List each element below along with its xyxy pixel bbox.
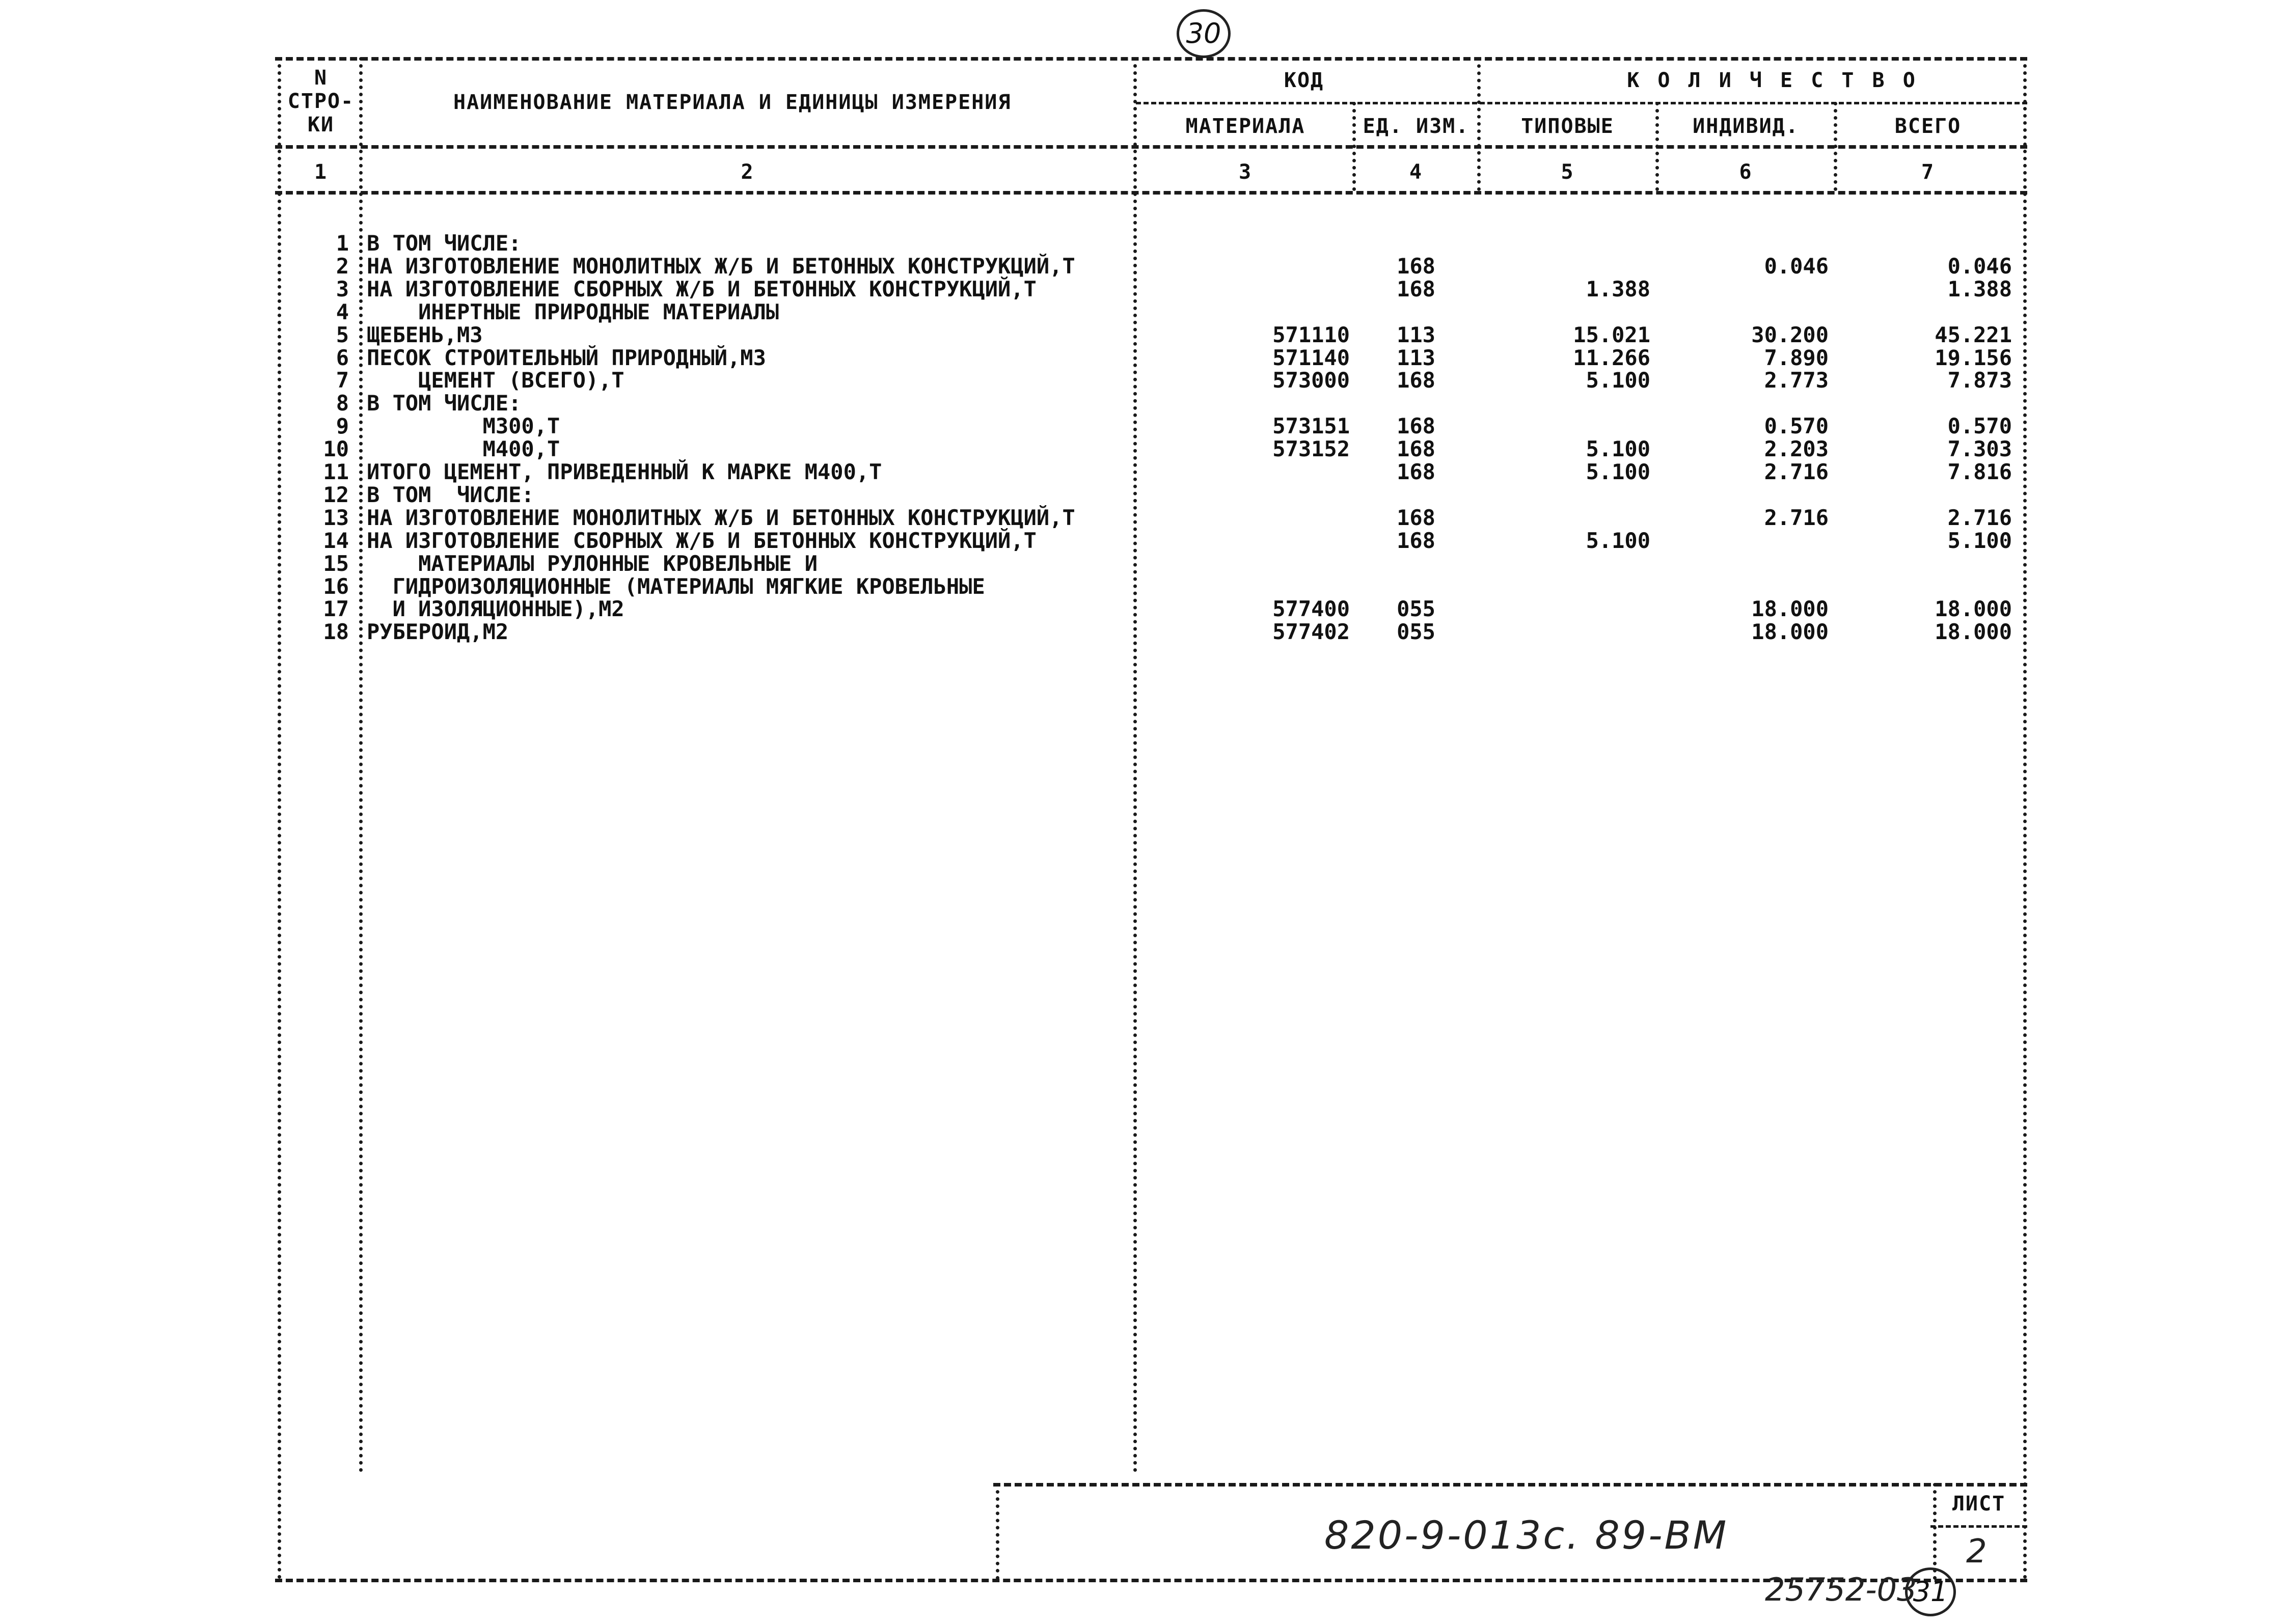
page-number-bottom-text: 31 xyxy=(1913,1576,1948,1608)
unit-code: 113 xyxy=(1397,345,1435,370)
sub-header-unit: ЕД. ИЗМ. xyxy=(1363,115,1469,138)
qty-total: 2.716 xyxy=(1947,505,2012,530)
qty-total: 18.000 xyxy=(1935,596,2012,622)
stamp-left-separator xyxy=(996,1483,999,1580)
col-number-5: 5 xyxy=(1561,160,1574,184)
qty-individual: 0.570 xyxy=(1764,414,1829,439)
material-name: НА ИЗГОТОВЛЕНИЕ МОНОЛИТНЫХ Ж/Б И БЕТОННЫХ КОНСТРУКЦИЙ,Т xyxy=(367,253,1075,279)
row-number: 17 xyxy=(323,596,349,622)
row-number: 7 xyxy=(336,368,349,393)
qty-total: 0.570 xyxy=(1947,414,2012,439)
qty-individual: 30.200 xyxy=(1751,322,1829,347)
qty-total: 7.873 xyxy=(1947,368,2012,393)
unit-code: 113 xyxy=(1397,322,1435,347)
col-number-3: 3 xyxy=(1238,160,1253,184)
document-designation: 820-9-013с. 89-ВМ xyxy=(1324,1512,1729,1558)
unit-code: 168 xyxy=(1397,276,1435,301)
row-number: 4 xyxy=(336,299,349,324)
page-number-bottom xyxy=(1905,1567,1956,1616)
row-number: 6 xyxy=(336,345,349,370)
qty-individual: 2.203 xyxy=(1764,436,1829,462)
row-number: 5 xyxy=(336,322,349,347)
col2-separator xyxy=(1133,57,1137,1473)
qty-typical: 5.100 xyxy=(1586,459,1650,484)
right-border xyxy=(2023,57,2027,1580)
qty-total: 19.156 xyxy=(1935,345,2012,370)
col1-header-line3: КИ xyxy=(307,113,335,136)
stamp-top-rule xyxy=(993,1483,2027,1487)
material-name: М400,Т xyxy=(367,436,560,462)
row-number: 14 xyxy=(323,528,349,553)
material-code: 573151 xyxy=(1272,414,1350,439)
row-number: 13 xyxy=(323,505,349,530)
qty-total: 45.221 xyxy=(1935,322,2012,347)
row-number: 12 xyxy=(323,482,349,507)
row-number: 11 xyxy=(323,459,349,484)
qty-total: 5.100 xyxy=(1947,528,2012,553)
qty-total: 7.816 xyxy=(1947,459,2012,484)
col-number-2: 2 xyxy=(741,160,754,184)
sheet-number: 2 xyxy=(1966,1533,1987,1571)
unit-code: 168 xyxy=(1397,414,1435,439)
material-name: И ИЗОЛЯЦИОННЫЕ),М2 xyxy=(367,596,624,622)
qty-individual: 18.000 xyxy=(1751,596,1829,622)
kod-group-header: КОД xyxy=(1284,69,1324,92)
material-name: В ТОМ ЧИСЛЕ: xyxy=(367,482,534,507)
col1-header xyxy=(283,66,359,136)
row-number: 15 xyxy=(323,550,349,576)
row-number: 10 xyxy=(323,436,349,462)
qty-total: 18.000 xyxy=(1935,619,2012,645)
col-number-4: 4 xyxy=(1409,160,1423,184)
unit-code: 168 xyxy=(1397,368,1435,393)
header-group-rule xyxy=(1136,102,2027,104)
material-name: М300,Т xyxy=(367,414,560,439)
col1-separator xyxy=(359,57,363,1473)
material-name: НА ИЗГОТОВЛЕНИЕ СБОРНЫХ Ж/Б И БЕТОННЫХ КОНСТРУКЦИЙ,Т xyxy=(367,276,1037,301)
left-border xyxy=(278,57,281,1580)
unit-code: 055 xyxy=(1397,596,1435,622)
row-number: 16 xyxy=(323,573,349,599)
qty-typical: 11.266 xyxy=(1573,345,1650,370)
unit-code: 168 xyxy=(1397,505,1435,530)
qty-individual: 2.773 xyxy=(1764,368,1829,393)
qty-total: 0.046 xyxy=(1947,253,2012,279)
row-number: 1 xyxy=(336,231,349,256)
material-name: ИНЕРТНЫЕ ПРИРОДНЫЕ МАТЕРИАЛЫ xyxy=(367,299,779,324)
unit-code: 168 xyxy=(1397,528,1435,553)
table-bottom-rule xyxy=(275,1579,2027,1582)
table-top-rule xyxy=(275,57,2027,61)
unit-code: 055 xyxy=(1397,619,1435,645)
qty-total: 1.388 xyxy=(1947,276,2012,301)
qty-typical: 1.388 xyxy=(1586,276,1650,301)
qty-individual: 2.716 xyxy=(1764,505,1829,530)
header-bottom-rule xyxy=(275,145,2027,149)
sheet-label: ЛИСТ xyxy=(1952,1492,2006,1516)
col-number-6: 6 xyxy=(1739,160,1753,184)
material-code: 573000 xyxy=(1272,368,1350,393)
sheet-box-rule xyxy=(1930,1525,2027,1528)
row-number: 18 xyxy=(323,619,349,645)
qty-individual: 7.890 xyxy=(1764,345,1829,370)
col-number-7: 7 xyxy=(1921,160,1935,184)
sub-header-typical: ТИПОВЫЕ xyxy=(1521,115,1614,138)
page-number-top xyxy=(1177,9,1231,58)
qty-individual: 18.000 xyxy=(1751,619,1829,645)
col-numbers-rule xyxy=(275,191,2027,195)
material-name: РУБЕРОИД,М2 xyxy=(367,619,509,645)
qty-group-header: К О Л И Ч Е С Т В О xyxy=(1627,69,1918,92)
unit-code: 168 xyxy=(1397,459,1435,484)
row-number: 8 xyxy=(336,391,349,416)
material-name: ИТОГО ЦЕМЕНТ, ПРИВЕДЕННЫЙ К МАРКЕ М400,Т xyxy=(367,459,882,484)
material-name: МАТЕРИАЛЫ РУЛОННЫЕ КРОВЕЛЬНЫЕ И xyxy=(367,550,818,576)
col-number-1: 1 xyxy=(314,160,328,184)
sub-header-material: МАТЕРИАЛА xyxy=(1185,115,1305,138)
material-name: В ТОМ ЧИСЛЕ: xyxy=(367,391,522,416)
material-code: 577402 xyxy=(1272,619,1350,645)
unit-code: 168 xyxy=(1397,253,1435,279)
page-number-top-text: 30 xyxy=(1186,17,1221,49)
qty-total: 7.303 xyxy=(1947,436,2012,462)
material-code: 571140 xyxy=(1272,345,1350,370)
sub-header-individual: ИНДИВИД. xyxy=(1693,115,1799,138)
material-code: 577400 xyxy=(1272,596,1350,622)
qty-typical: 15.021 xyxy=(1573,322,1650,347)
material-name: ЩЕБЕНЬ,М3 xyxy=(367,322,483,347)
material-name: ГИДРОИЗОЛЯЦИОННЫЕ (МАТЕРИАЛЫ МЯГКИЕ КРОВЕЛЬНЫЕ xyxy=(367,573,985,599)
qty-typical: 5.100 xyxy=(1586,528,1650,553)
material-code: 573152 xyxy=(1272,436,1350,462)
material-name: ПЕСОК СТРОИТЕЛЬНЫЙ ПРИРОДНЫЙ,М3 xyxy=(367,345,766,370)
material-code: 571110 xyxy=(1272,322,1350,347)
qty-typical: 5.100 xyxy=(1586,436,1650,462)
material-name: НА ИЗГОТОВЛЕНИЕ СБОРНЫХ Ж/Б И БЕТОННЫХ КОНСТРУКЦИЙ,Т xyxy=(367,528,1037,553)
unit-code: 168 xyxy=(1397,436,1435,462)
sub-header-total: ВСЕГО xyxy=(1894,115,1962,138)
qty-individual: 2.716 xyxy=(1764,459,1829,484)
material-name: НА ИЗГОТОВЛЕНИЕ МОНОЛИТНЫХ Ж/Б И БЕТОННЫХ КОНСТРУКЦИЙ,Т xyxy=(367,505,1075,530)
row-number: 2 xyxy=(336,253,349,279)
archive-number: 25752-03 xyxy=(1765,1571,1917,1608)
col1-header-line1: N xyxy=(314,66,328,90)
row-number: 3 xyxy=(336,276,349,301)
material-name: ЦЕМЕНТ (ВСЕГО),Т xyxy=(367,368,624,393)
qty-typical: 5.100 xyxy=(1586,368,1650,393)
col2-header: НАИМЕНОВАНИЕ МАТЕРИАЛА И ЕДИНИЦЫ ИЗМЕРЕНИЯ xyxy=(453,91,1012,114)
col1-header-line2: СТРО- xyxy=(287,90,355,113)
row-number: 9 xyxy=(336,414,349,439)
material-name: В ТОМ ЧИСЛЕ: xyxy=(367,231,522,256)
qty-individual: 0.046 xyxy=(1764,253,1829,279)
